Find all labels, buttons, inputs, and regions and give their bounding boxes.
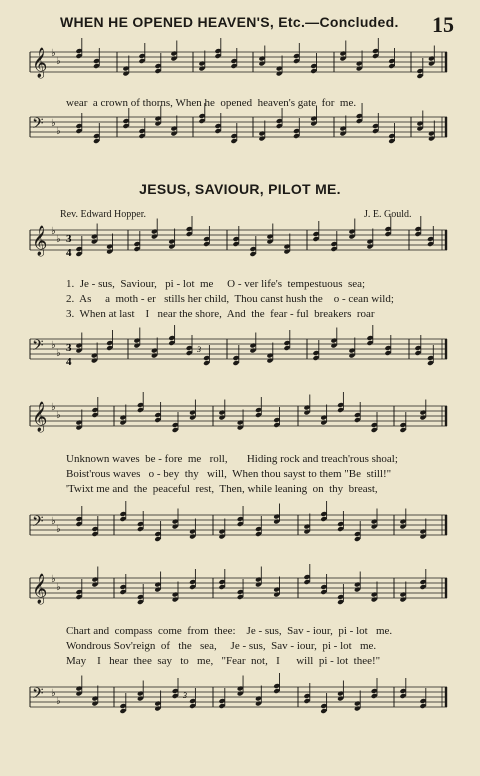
bass-clef-icon: 𝄢: [32, 337, 44, 358]
lyric-verse-1-line: Unknown waves be - fore me roll, Hiding rock and treach'rous shoal;: [66, 453, 398, 465]
lyric-verse-1-line: 1. Je - sus, Saviour, pi - lot me O - ver life's tempestuous sea;: [66, 278, 366, 290]
treble-clef-icon: 𝄞: [32, 226, 48, 256]
hymn-title: JESUS, SAVIOUR, PILOT ME.: [139, 181, 341, 197]
note-heads: [75, 38, 435, 714]
lyric-verse-1-line: Chart and compass come from thee: Je - sus, Sav - iour, pi - lot me.: [66, 625, 393, 637]
flat-icon: ♭: [56, 582, 61, 593]
flat-icon: ♭: [51, 516, 56, 527]
lyric-verse-3-line: 'Twixt me and the peaceful rest, Then, while leaning on thy breast,: [66, 483, 378, 495]
bass-clef-icon: 𝄢: [32, 115, 44, 136]
triplet-mark-1: 3: [197, 345, 201, 354]
clefs: [32, 47, 61, 707]
flat-icon: ♭: [56, 234, 61, 245]
time-sig-upper-bass: 3: [66, 342, 72, 354]
time-sig-lower-treble: 4: [66, 247, 72, 259]
flat-icon: ♭: [51, 48, 56, 59]
treble-clef-icon: 𝄞: [32, 574, 48, 604]
words-credit: Rev. Edward Hopper.: [60, 209, 146, 220]
flat-icon: ♭: [51, 402, 56, 413]
staff-lines: [30, 52, 447, 707]
flat-icon: ♭: [51, 118, 56, 129]
running-header: WHEN HE OPENED HEAVEN'S, Etc.—Concluded.: [60, 14, 399, 30]
flat-icon: ♭: [56, 696, 61, 707]
flat-icon: ♭: [56, 56, 61, 67]
lyric-verse-2-line: Wondrous Sov'reign of the sea, Je - sus, Sav - iour, pi - lot me.: [66, 640, 377, 652]
bass-clef-icon: 𝄢: [32, 513, 44, 534]
flat-icon: ♭: [56, 348, 61, 359]
triplet-mark-2: 3: [183, 691, 187, 700]
treble-clef-icon: 𝄞: [32, 48, 48, 78]
treble-clef-icon: 𝄞: [32, 402, 48, 432]
lyric-verse-2-line: 2. As a moth - er stills her child, Thou canst hush the o - cean wild;: [66, 293, 394, 305]
flat-icon: ♭: [51, 226, 56, 237]
time-sig-lower-bass: 4: [66, 356, 72, 368]
music-credit: J. E. Gould.: [364, 209, 412, 220]
flat-icon: ♭: [51, 688, 56, 699]
lyric-verse-3-line: 3. When at last I near the shore, And the fear - ful breakers roar: [66, 308, 375, 320]
flat-icon: ♭: [51, 340, 56, 351]
lyric-verse-2-line: Boist'rous waves o - bey thy will, When thou sayst to them "Be still!": [66, 468, 392, 480]
flat-icon: ♭: [51, 574, 56, 585]
page-number: 15: [432, 12, 454, 37]
lyric-verse-3-line: May I hear thee say to me, "Fear not, I will pi - lot thee!": [66, 655, 381, 667]
prev-hymn-lyric: wear a crown of thorns, When he opened heaven's gate for me.: [66, 97, 357, 109]
bass-clef-icon: 𝄢: [32, 685, 44, 706]
bar-lines: [30, 52, 446, 707]
time-sig-upper-treble: 3: [66, 233, 72, 245]
flat-icon: ♭: [56, 126, 61, 137]
flat-icon: ♭: [56, 524, 61, 535]
flat-icon: ♭: [56, 410, 61, 421]
